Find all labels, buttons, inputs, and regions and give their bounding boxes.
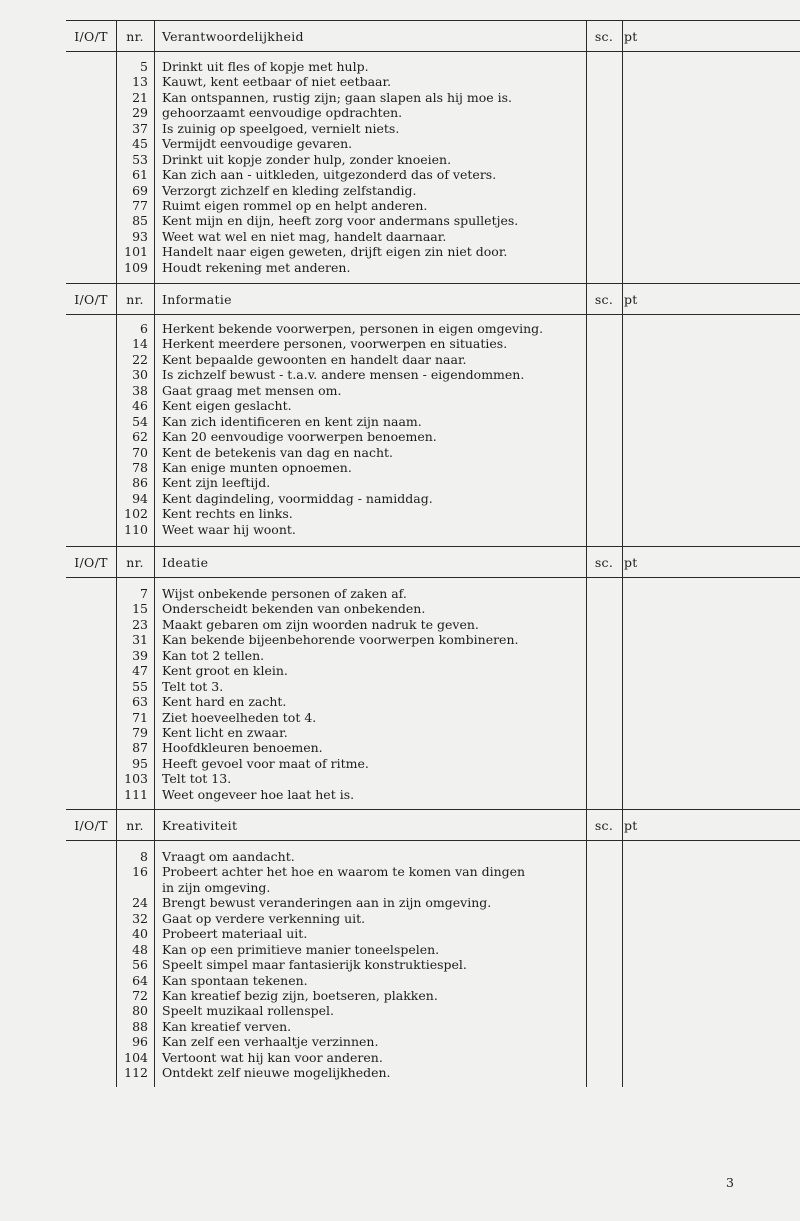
list-item (66, 663, 800, 678)
list-item (66, 336, 800, 351)
item-list (66, 59, 800, 275)
list-item (66, 59, 800, 74)
list-item (66, 352, 800, 367)
item-text: Herkent bekende voorwerpen, personen in eigen omgeving. (162, 321, 544, 336)
list-item (66, 1019, 800, 1034)
item-number: 71 (132, 709, 148, 725)
item-number: 85 (132, 213, 148, 229)
item-text: Weet waar hij woont. (162, 521, 296, 537)
list-item (66, 740, 800, 755)
item-text: Onderscheidt bekenden van onbekenden. (162, 601, 426, 617)
section-header (66, 283, 800, 315)
item-number: 39 (132, 647, 148, 663)
list-item (66, 957, 800, 972)
item-text: Wijst onbekende personen of zaken af. (162, 586, 407, 601)
item-number: 8 (140, 849, 148, 864)
item-number: 63 (132, 694, 148, 710)
list-item (66, 601, 800, 616)
list-item (66, 152, 800, 167)
header-iot: I/O/T (74, 555, 108, 570)
item-text: Kan bekende bijeenbehorende voorwerpen kombineren. (162, 632, 519, 648)
item-text: Kan op een primitieve manier toneelspelen. (162, 941, 440, 957)
item-number: 13 (132, 74, 148, 90)
item-text: Drinkt uit kopje zonder hulp, zonder knoeien. (162, 151, 452, 167)
item-number: 5 (140, 59, 148, 74)
item-text: Vraagt om aandacht. (162, 849, 295, 864)
item-number: 24 (132, 895, 148, 911)
header-nr: nr. (126, 555, 144, 570)
item-text: Verzorgt zichzelf en kleding zelfstandig. (162, 182, 417, 198)
item-text: Heeft gevoel voor maat of ritme. (162, 755, 369, 771)
item-text: Herkent meerdere personen, voorwerpen en situaties. (162, 336, 508, 352)
item-text: Ruimt eigen rommel op en helpt anderen. (162, 197, 428, 213)
list-item (66, 260, 800, 275)
list-item (66, 864, 800, 879)
item-number: 93 (132, 228, 148, 244)
list-item (66, 475, 800, 490)
list-item (66, 942, 800, 957)
list-item (66, 911, 800, 926)
list-item (66, 1034, 800, 1049)
list-item (66, 105, 800, 120)
item-number: 22 (132, 351, 148, 367)
item-text: Kent hard en zacht. (162, 694, 287, 710)
item-number: 62 (132, 429, 148, 445)
header-sc: sc. (594, 555, 614, 570)
item-text: Kent zijn leeftijd. (162, 475, 271, 491)
item-list (66, 321, 800, 537)
list-item (66, 895, 800, 910)
item-number: 112 (124, 1065, 148, 1081)
header-iot: I/O/T (74, 29, 108, 44)
item-number: 16 (132, 864, 148, 880)
item-number: 80 (132, 1003, 148, 1019)
list-item (66, 710, 800, 725)
list-item (66, 849, 800, 864)
header-iot: I/O/T (74, 818, 108, 833)
list-item (66, 973, 800, 988)
item-text: Gaat op verdere verkenning uit. (162, 910, 366, 926)
item-number: 96 (132, 1034, 148, 1050)
list-item (66, 725, 800, 740)
section-ideatie (66, 546, 800, 809)
item-text: Kent groot en klein. (162, 663, 288, 679)
list-item (66, 1065, 800, 1080)
item-text: Kan tot 2 tellen. (162, 647, 265, 663)
item-text: Handelt naar eigen geweten, drijft eigen zin niet door. (162, 244, 508, 260)
item-number: 87 (132, 740, 148, 756)
list-item (66, 367, 800, 382)
item-text: Kan 20 eenvoudige voorwerpen benoemen. (162, 429, 437, 445)
list-item (66, 1081, 800, 1096)
list-item (66, 694, 800, 709)
list-item (66, 586, 800, 601)
item-number: 102 (124, 506, 148, 522)
item-text: Telt tot 3. (162, 678, 224, 694)
section-kreativiteit (66, 809, 800, 1087)
list-item (66, 229, 800, 244)
item-text: Vermijdt eenvoudige gevaren. (162, 136, 353, 152)
item-text: Drinkt uit fles of kopje met hulp. (162, 59, 369, 74)
item-number: 54 (132, 413, 148, 429)
list-item (66, 756, 800, 771)
item-text: Kan enige munten opnoemen. (162, 459, 352, 475)
section-verantwoordelijkheid (66, 20, 800, 286)
item-number: 94 (132, 490, 148, 506)
list-item (66, 988, 800, 1003)
item-number: 30 (132, 367, 148, 383)
item-number: 77 (132, 197, 148, 213)
list-item (66, 491, 800, 506)
section-title: Informatie (162, 292, 232, 307)
list-item (66, 445, 800, 460)
item-text: Kan spontaan tekenen. (162, 972, 308, 988)
item-number: 7 (140, 586, 148, 601)
list-item (66, 183, 800, 198)
item-text: Kent licht en zwaar. (162, 724, 288, 740)
section-title: Kreativiteit (162, 818, 238, 833)
list-item (66, 926, 800, 941)
list-item (66, 771, 800, 786)
item-number: 56 (132, 957, 148, 973)
list-item (66, 244, 800, 259)
item-text: Ontdekt zelf nieuwe mogelijkheden. (162, 1065, 391, 1081)
item-text: Kan kreatief verven. (162, 1018, 292, 1034)
item-text: Speelt muzikaal rollenspel. (162, 1003, 335, 1019)
item-text: Gaat graag met mensen om. (162, 382, 342, 398)
item-text: Telt tot 13. (162, 771, 232, 787)
header-pt: pt (624, 555, 638, 570)
item-number: 38 (132, 382, 148, 398)
header-sc: sc. (594, 292, 614, 307)
item-number: 110 (124, 521, 148, 537)
item-text: Brengt bewust veranderingen aan in zijn omgeving. (162, 895, 492, 911)
header-pt: pt (624, 292, 638, 307)
list-item (66, 121, 800, 136)
item-text: Kent eigen geslacht. (162, 398, 292, 414)
item-list (66, 849, 800, 1096)
item-number: 103 (124, 771, 148, 787)
item-number: 32 (132, 910, 148, 926)
item-number: 47 (132, 663, 148, 679)
item-text: Kauwt, kent eetbaar of niet eetbaar. (162, 74, 392, 90)
item-text: Weet ongeveer hoe laat het is. (162, 786, 355, 802)
item-text: Houdt rekening met anderen. (162, 259, 351, 275)
list-item (66, 398, 800, 413)
item-number: 45 (132, 136, 148, 152)
item-number: 61 (132, 167, 148, 183)
list-item (66, 383, 800, 398)
item-text: Kent dagindeling, voormiddag - namiddag. (162, 490, 433, 506)
list-item (66, 321, 800, 336)
list-item (66, 167, 800, 182)
list-item (66, 679, 800, 694)
item-text: Kan zich aan - uitkleden, uitgezonderd das of veters. (162, 167, 497, 183)
item-number: 48 (132, 941, 148, 957)
item-number: 111 (124, 786, 148, 802)
item-text: Is zichzelf bewust - t.a.v. andere mensen - eigendommen. (162, 367, 525, 383)
list-item (66, 460, 800, 475)
item-text: Vertoont wat hij kan voor anderen. (162, 1049, 383, 1065)
header-sc: sc. (594, 818, 614, 833)
page-number: 3 (726, 1175, 734, 1190)
list-item (66, 522, 800, 537)
list-item (66, 136, 800, 151)
list-item (66, 632, 800, 647)
list-item (66, 648, 800, 663)
list-item (66, 787, 800, 802)
item-text: Ziet hoeveelheden tot 4. (162, 709, 317, 725)
header-nr: nr. (126, 818, 144, 833)
list-item (66, 1050, 800, 1065)
item-number: 29 (132, 105, 148, 121)
item-text: Kent mijn en dijn, heeft zorg voor andermans spulletjes. (162, 213, 519, 229)
item-text: Kent de betekenis van dag en nacht. (162, 444, 393, 460)
section-header (66, 809, 800, 841)
item-text: Kan ontspannen, rustig zijn; gaan slapen als hij moe is. (162, 89, 512, 105)
item-text: Maakt gebaren om zijn woorden nadruk te geven. (162, 616, 479, 632)
item-number: 21 (132, 89, 148, 105)
header-sc: sc. (594, 29, 614, 44)
list-item (66, 617, 800, 632)
item-text: gehoorzaamt eenvoudige opdrachten. (162, 105, 403, 121)
item-text: Kan zich identificeren en kent zijn naam. (162, 413, 422, 429)
item-number: 55 (132, 678, 148, 694)
header-pt: pt (624, 818, 638, 833)
list-item (66, 414, 800, 429)
item-number: 15 (132, 601, 148, 617)
section-header (66, 546, 800, 578)
list-item (66, 429, 800, 444)
item-text: Probeert materiaal uit. (162, 926, 308, 942)
item-number: 64 (132, 972, 148, 988)
item-text: in zijn omgeving. (162, 879, 271, 895)
list-item (66, 1003, 800, 1018)
item-number: 40 (132, 926, 148, 942)
item-number: 46 (132, 398, 148, 414)
section-header (66, 20, 800, 52)
list-item (66, 90, 800, 105)
item-text: Kan kreatief bezig zijn, boetseren, plakken. (162, 987, 438, 1003)
item-number: 95 (132, 755, 148, 771)
item-number: 72 (132, 987, 148, 1003)
item-text: Is zuinig op speelgoed, vernielt niets. (162, 120, 400, 136)
list-item (66, 506, 800, 521)
item-text: Kent rechts en links. (162, 506, 293, 522)
item-number: 23 (132, 616, 148, 632)
item-text: Kent bepaalde gewoonten en handelt daar naar. (162, 351, 467, 367)
item-number: 101 (124, 244, 148, 260)
item-number: 31 (132, 632, 148, 648)
item-number: 14 (132, 336, 148, 352)
item-list (66, 586, 800, 802)
item-text: Hoofdkleuren benoemen. (162, 740, 323, 756)
item-number: 6 (140, 321, 148, 336)
header-iot: I/O/T (74, 292, 108, 307)
section-title: Ideatie (162, 555, 209, 570)
header-nr: nr. (126, 29, 144, 44)
item-text: Kan zelf een verhaaltje verzinnen. (162, 1034, 379, 1050)
item-text: Probeert achter het hoe en waarom te komen van dingen (162, 864, 526, 880)
item-number: 104 (124, 1049, 148, 1065)
list-item (66, 880, 800, 895)
item-number: 78 (132, 459, 148, 475)
item-number: 69 (132, 182, 148, 198)
item-number: 86 (132, 475, 148, 491)
header-nr: nr. (126, 292, 144, 307)
item-number: 88 (132, 1018, 148, 1034)
item-text: Weet wat wel en niet mag, handelt daarnaar. (162, 228, 447, 244)
item-number: 53 (132, 151, 148, 167)
header-pt: pt (624, 29, 638, 44)
item-number: 79 (132, 724, 148, 740)
list-item (66, 198, 800, 213)
item-text: Speelt simpel maar fantasierijk konstruktiespel. (162, 957, 467, 973)
item-number: 109 (124, 259, 148, 275)
item-number: 70 (132, 444, 148, 460)
section-informatie (66, 283, 800, 549)
section-title: Verantwoordelijkheid (162, 29, 304, 44)
list-item (66, 213, 800, 228)
item-number: 37 (132, 120, 148, 136)
list-item (66, 74, 800, 89)
